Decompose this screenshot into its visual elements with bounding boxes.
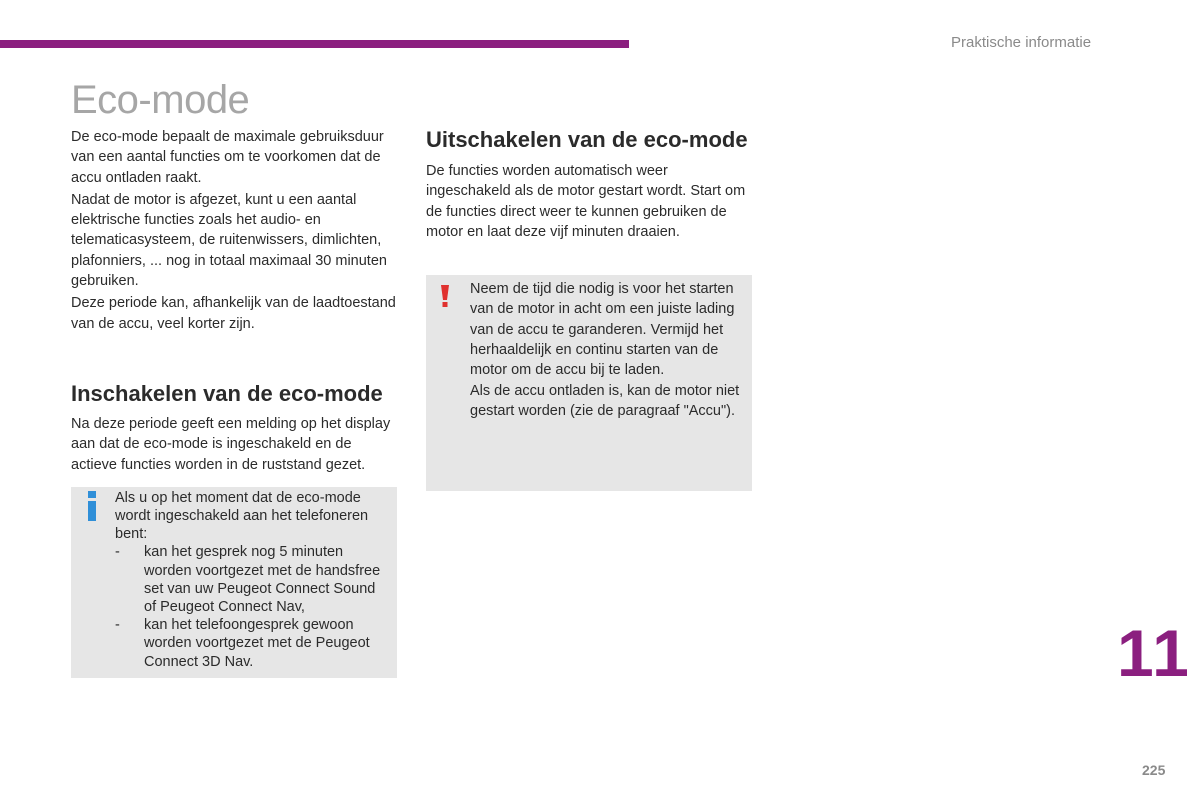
chapter-number: 11 (1117, 616, 1191, 690)
section-label: Praktische informatie (951, 34, 1092, 51)
info-lead: Als u op het moment dat de eco-mode wordt ingeschakeld aan het telefoneren bent: (115, 489, 369, 543)
intro-paragraph: De eco-mode bepaalt de maximale gebruiksduur van een aantal functies om te voorkomen dat de accu ontladen raakt. (71, 129, 384, 186)
bullet-dash: - (115, 617, 120, 634)
warning-icon (439, 285, 451, 307)
info-list (115, 543, 387, 670)
page-title: Eco-mode (71, 78, 250, 122)
list-item (115, 616, 387, 671)
header-accent-bar (0, 40, 629, 48)
intro-paragraph: Deze periode kan, afhankelijk van de laadtoestand van de accu, veel korter zijn. (71, 295, 396, 332)
intro-paragraph: Nadat de motor is afgezet, kunt u een aantal elektrische functies zoals het audio- en telematicasysteem, de ruitenwissers, dimlichten, plafonniers, ... nog in totaal maximaal 30 minuten gebruiken. (71, 191, 387, 290)
left-column (71, 127, 401, 678)
list-item (115, 543, 387, 616)
heading-deactivate: Uitschakelen van de eco-mode (426, 127, 748, 152)
warning-box (426, 275, 752, 491)
info-box (71, 487, 397, 678)
right-column (426, 128, 756, 491)
list-item-text: kan het telefoongesprek gewoon worden voortgezet met de Peugeot Connect 3D Nav. (144, 617, 370, 670)
bullet-dash: - (115, 544, 120, 561)
activate-paragraph: Na deze periode geeft een melding op het display aan dat de eco-mode is ingeschakeld en de actieve functies worden in de ruststand gezet. (71, 415, 391, 473)
page-number: 225 (1142, 762, 1166, 778)
list-item-text: kan het gesprek nog 5 minuten worden voortgezet met de handsfree set van uw Peugeot Connect Sound of Peugeot Connect Nav, (144, 544, 381, 616)
warning-paragraph: Neem de tijd die nodig is voor het starten van de motor in acht om een juiste lading van de accu te garanderen. Vermijd het herhaaldelijk en continu starten van de motor om de accu bij te laden. (470, 281, 735, 379)
info-icon (85, 491, 99, 521)
heading-activate: Inschakelen van de eco-mode (71, 380, 383, 406)
deactivate-paragraph: De functies worden automatisch weer ingeschakeld als de motor gestart wordt. Start om de functies direct weer te kunnen gebruiken de motor en laat deze vijf minuten draaien. (426, 163, 746, 240)
warning-paragraph: Als de accu ontladen is, kan de motor niet gestart worden (zie de paragraaf "Accu"). (470, 382, 740, 419)
